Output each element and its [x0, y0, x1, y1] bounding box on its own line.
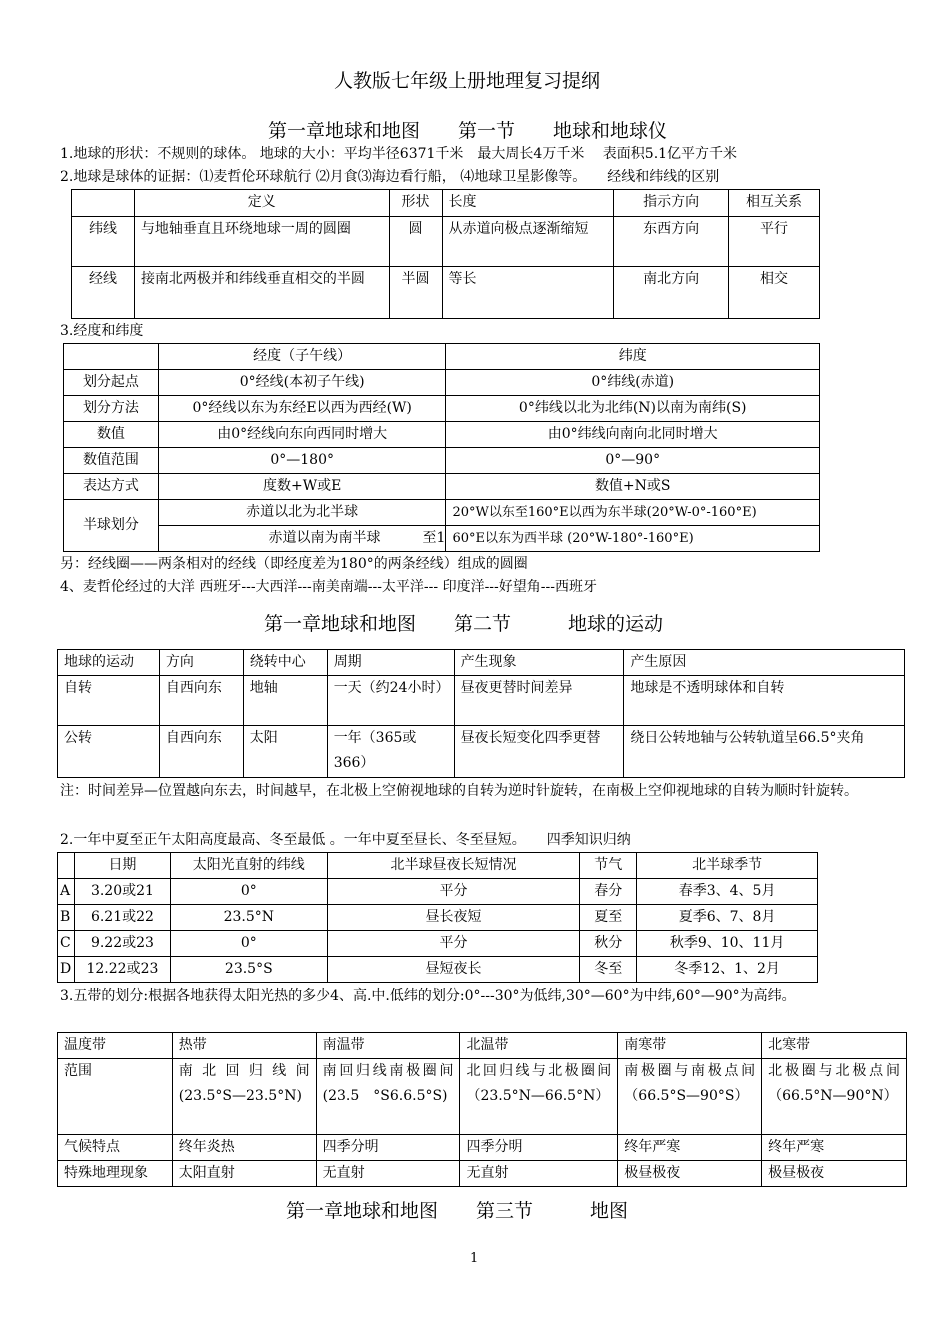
- table-cell: 平分: [327, 879, 580, 905]
- table-cell: 圆: [389, 217, 442, 267]
- table-header: 北半球昼夜长短情况: [327, 853, 580, 879]
- table-header: [58, 853, 75, 879]
- table-cell: 一年（365或366）: [327, 726, 454, 778]
- table-cell: 划分起点: [64, 370, 159, 396]
- table-cell: 地轴: [243, 676, 327, 726]
- table-cell: 0°经线(本初子午线): [158, 370, 446, 396]
- section-heading-2: 第一章地球和地图 第二节 地球的运动: [264, 613, 664, 635]
- text-line: 2.一年中夏至正午太阳高度最高、冬至最低 。一年中夏至昼长、冬至昼短。 四季知识归纳: [60, 832, 631, 848]
- table-header: 产生现象: [454, 650, 624, 676]
- table-cell: 气候特点: [58, 1135, 173, 1161]
- table-cell: 一天（约24小时）: [327, 676, 454, 726]
- table-header: 相互关系: [729, 190, 820, 217]
- table-cell: 终年严寒: [618, 1135, 762, 1161]
- table-cell: 秋季9、10、11月: [637, 931, 818, 957]
- table-cell: 等长: [442, 267, 614, 319]
- table-cell: 23.5°S: [170, 957, 327, 983]
- page-title: 人教版七年级上册地理复习提纲: [334, 70, 601, 92]
- table-cell: 春季3、4、5月: [637, 879, 818, 905]
- table-header: 北温带: [460, 1033, 618, 1059]
- table-cell: 夏至: [580, 905, 637, 931]
- table-cell: 0°纬线(赤道): [446, 370, 820, 396]
- table-header: 南寒带: [618, 1033, 762, 1059]
- table-cell: 秋分: [580, 931, 637, 957]
- text-line: 4、麦哲伦经过的大洋 西班牙---大西洋---南美南端---太平洋--- 印度洋---好望角---西班牙: [60, 579, 597, 595]
- table-cell: 0°—90°: [446, 448, 820, 474]
- table-cell: 从赤道向极点逐渐缩短: [442, 217, 614, 267]
- table-cell: 半圆: [389, 267, 442, 319]
- table-header: 绕转中心: [243, 650, 327, 676]
- table-cell: 由0°经线向东向西同时增大: [158, 422, 446, 448]
- lines-comparison-table: [71, 189, 820, 319]
- longitude-latitude-table: [63, 343, 820, 552]
- table-cell: 自西向东: [159, 676, 243, 726]
- table-header: 方向: [159, 650, 243, 676]
- table-cell: 无直射: [316, 1161, 460, 1187]
- table-cell: 东西方向: [614, 217, 729, 267]
- table-cell: 由0°纬线向南向北同时增大: [446, 422, 820, 448]
- text-paragraph: 3.五带的划分:根据各地获得太阳光热的多少4、高.中.低纬的划分:0°---30°为低纬,30°—60°为中纬,60°—90°为高纬。: [60, 988, 796, 1004]
- table-cell: 极昼极夜: [762, 1161, 907, 1187]
- table-cell: 终年炎热: [172, 1135, 316, 1161]
- table-cell: 6.21或22: [74, 905, 170, 931]
- table-cell: 平行: [729, 217, 820, 267]
- table-cell: 半球划分: [64, 500, 159, 552]
- table-cell: D: [58, 957, 75, 983]
- table-cell: 四季分明: [460, 1135, 618, 1161]
- table-cell: 划分方法: [64, 396, 159, 422]
- table-cell: 南极圈与南极点间（66.5°S—90°S）: [618, 1059, 762, 1135]
- text-line: 1.地球的形状：不规则的球体。 地球的大小：平均半径6371千米 最大周长4万千米 表面积5.1亿平方千米: [60, 146, 738, 162]
- table-cell: 经线: [72, 267, 135, 319]
- text-line: 另：经线圈——两条相对的经线（即经度差为180°的两条经线）组成的圆圈: [60, 556, 528, 572]
- table-cell: 接南北两极并和纬线垂直相交的半圆: [134, 267, 389, 319]
- table-cell: 地球是不透明球体和自转: [624, 676, 905, 726]
- table-cell: 夏季6、7、8月: [637, 905, 818, 931]
- table-cell: 0°经线以东为东经E以西为西经(W): [158, 396, 446, 422]
- table-header: 周期: [327, 650, 454, 676]
- table-cell: 赤道以南为南半球 至1: [158, 526, 446, 552]
- section-heading-1: 第一章地球和地图 第一节 地球和地球仪: [268, 120, 668, 142]
- seasons-table: [57, 852, 818, 983]
- table-cell: 60°E以东为西半球 (20°W-180°-160°E): [446, 526, 820, 552]
- table-cell: A: [58, 879, 75, 905]
- table-cell: 0°: [170, 879, 327, 905]
- table-cell: 0°—180°: [158, 448, 446, 474]
- table-cell: 南北方向: [614, 267, 729, 319]
- table-cell: 12.22或23: [74, 957, 170, 983]
- table-cell: 赤道以北为北半球: [158, 500, 446, 526]
- table-cell: 太阳: [243, 726, 327, 778]
- table-cell: 昼夜更替时间差异: [454, 676, 624, 726]
- section-heading-3: 第一章地球和地图 第三节 地图: [286, 1200, 629, 1222]
- text-line: 3.经度和纬度: [60, 323, 144, 339]
- table-cell: 太阳直射: [172, 1161, 316, 1187]
- earth-motion-table: [57, 649, 905, 778]
- table-cell: 0°: [170, 931, 327, 957]
- table-cell: 终年严寒: [762, 1135, 907, 1161]
- table-cell: 3.20或21: [74, 879, 170, 905]
- table-header: 纬度: [446, 344, 820, 370]
- table-cell: B: [58, 905, 75, 931]
- table-header: [72, 190, 135, 217]
- table-cell: 纬线: [72, 217, 135, 267]
- table-cell: 无直射: [460, 1161, 618, 1187]
- table-header: 节气: [580, 853, 637, 879]
- table-cell: 北回归线与北极圈间（23.5°N—66.5°N）: [460, 1059, 618, 1135]
- table-cell: C: [58, 931, 75, 957]
- table-header: 指示方向: [614, 190, 729, 217]
- table-header: 日期: [74, 853, 170, 879]
- table-header: 定义: [134, 190, 389, 217]
- table-cell: 绕日公转地轴与公转轨道呈66.5°夹角: [624, 726, 905, 778]
- table-cell: 20°W以东至160°E以西为东半球(20°W-0°-160°E): [446, 500, 820, 526]
- table-cell: 春分: [580, 879, 637, 905]
- table-cell: 0°纬线以北为北纬(N)以南为南纬(S): [446, 396, 820, 422]
- table-cell: 数值: [64, 422, 159, 448]
- table-cell: 与地轴垂直且环绕地球一周的圆圈: [134, 217, 389, 267]
- table-cell: 南回归线南极圈间 (23.5 °S6.6.5°S): [316, 1059, 460, 1135]
- table-cell: 23.5°N: [170, 905, 327, 931]
- table-header: 太阳光直射的纬线: [170, 853, 327, 879]
- table-cell: 表达方式: [64, 474, 159, 500]
- table-cell: 昼长夜短: [327, 905, 580, 931]
- table-header: 北半球季节: [637, 853, 818, 879]
- table-cell: 度数+W或E: [158, 474, 446, 500]
- table-header: 温度带: [58, 1033, 173, 1059]
- table-cell: 四季分明: [316, 1135, 460, 1161]
- table-cell: 数值范围: [64, 448, 159, 474]
- table-cell: 平分: [327, 931, 580, 957]
- table-cell: 冬季12、1、2月: [637, 957, 818, 983]
- table-header: 产生原因: [624, 650, 905, 676]
- table-cell: 相交: [729, 267, 820, 319]
- table-header: 热带: [172, 1033, 316, 1059]
- table-cell: 自转: [58, 676, 160, 726]
- table-header: 北寒带: [762, 1033, 907, 1059]
- text-paragraph: 注：时间差异—位置越向东去，时间越早，在北极上空俯视地球的自转为逆时针旋转，在南极上空仰视地球的自转为顺时针旋转。: [60, 783, 858, 799]
- table-header: [64, 344, 159, 370]
- text-line: 2.地球是球体的证据：⑴麦哲伦环球航行 ⑵月食⑶海边看行船， ⑷地球卫星影像等。 经线和纬线的区别: [60, 169, 720, 185]
- table-cell: 昼夜长短变化四季更替: [454, 726, 624, 778]
- table-cell: 9.22或23: [74, 931, 170, 957]
- table-cell: 自西向东: [159, 726, 243, 778]
- table-cell: 特殊地理现象: [58, 1161, 173, 1187]
- table-cell: 范围: [58, 1059, 173, 1135]
- table-cell: 公转: [58, 726, 160, 778]
- table-header: 长度: [442, 190, 614, 217]
- table-cell: 昼短夜长: [327, 957, 580, 983]
- table-header: 地球的运动: [58, 650, 160, 676]
- table-header: 经度（子午线）: [158, 344, 446, 370]
- page-number: 1: [470, 1251, 479, 1266]
- table-cell: 数值+N或S: [446, 474, 820, 500]
- table-cell: 南北回归线间(23.5°S—23.5°N): [172, 1059, 316, 1135]
- table-header: 形状: [389, 190, 442, 217]
- table-header: 南温带: [316, 1033, 460, 1059]
- table-cell: 极昼极夜: [618, 1161, 762, 1187]
- table-cell: 北极圈与北极点间（66.5°N—90°N）: [762, 1059, 907, 1135]
- table-cell: 冬至: [580, 957, 637, 983]
- temperature-zone-table: [57, 1032, 907, 1187]
